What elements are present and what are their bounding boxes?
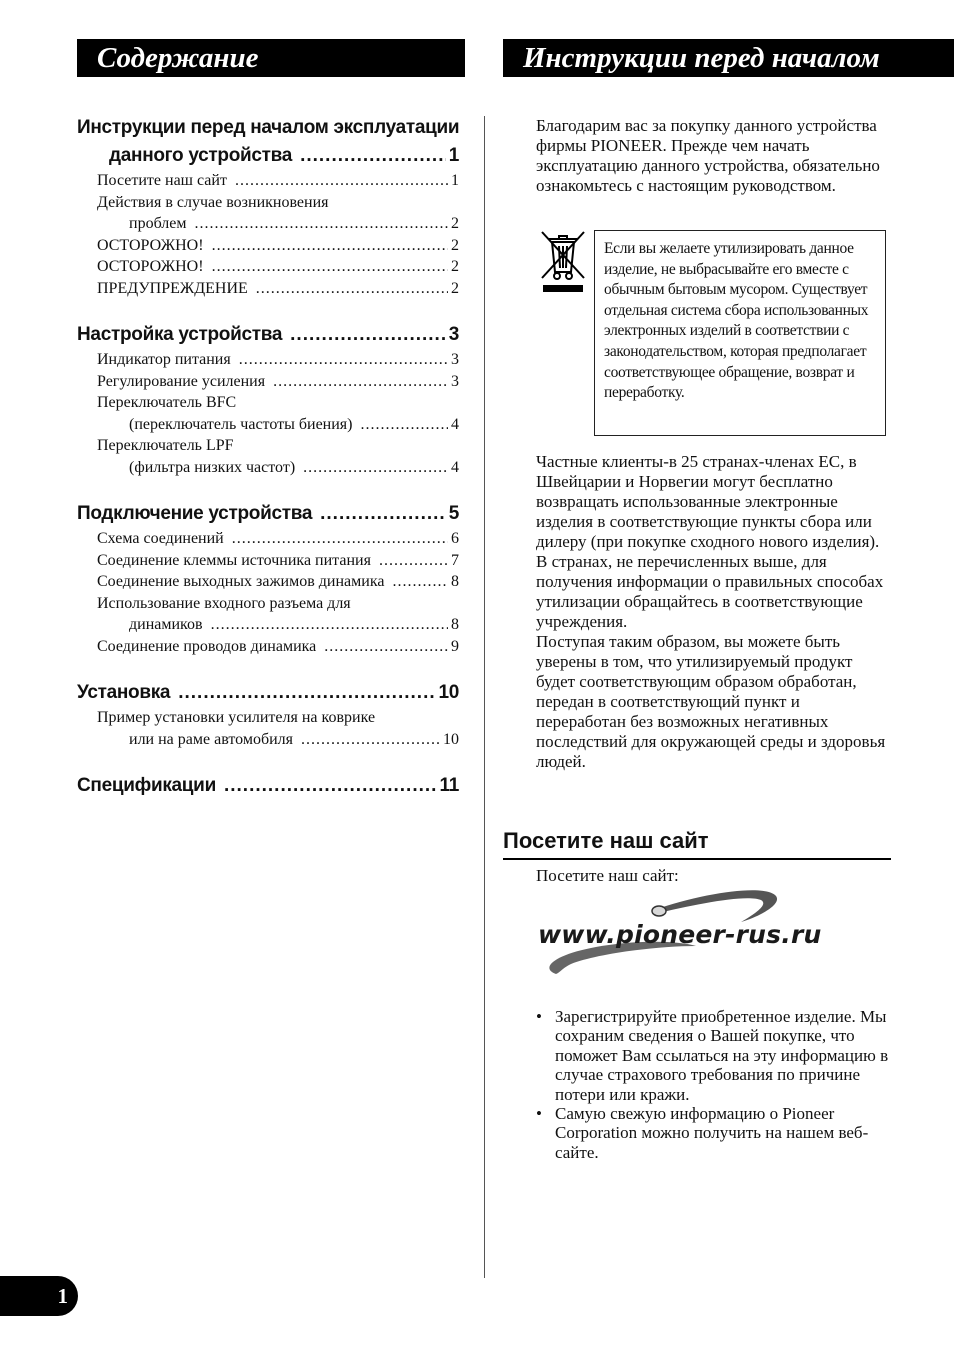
dot-leader: [211, 614, 448, 636]
toc-page-number: 3: [448, 324, 459, 345]
toc-entry[interactable]: [77, 256, 459, 278]
table-of-contents: [77, 114, 459, 822]
disposal-paragraph: Поступая таким образом, вы можете быть уверены в том, что утилизируемый продукт будет соответствующим образом обработан, передан в соответствующий пункт и переработан без возможных негативных последствий для окружающей среды и здоровья людей.: [536, 632, 886, 771]
toc-entry-title: Соединение выходных зажимов динамика: [97, 573, 385, 590]
toc-entry[interactable]: [77, 235, 459, 257]
toc-entry[interactable]: [77, 729, 459, 751]
dot-leader: [235, 170, 448, 192]
toc-page-number: 2: [451, 215, 459, 232]
website-url[interactable]: www.pioneer-rus.ru: [538, 920, 822, 949]
intro-title: Инструкции перед началом: [503, 39, 954, 77]
toc-page-number: 4: [451, 415, 459, 433]
toc-page-number: 10: [443, 730, 459, 748]
toc-entry-title: динамиков: [129, 616, 203, 633]
dot-leader: [224, 772, 437, 800]
dot-leader: [379, 550, 448, 572]
bullet-symbol: •: [536, 1007, 542, 1026]
toc-entry-title: ПРЕДУПРЕЖДЕНИЕ: [97, 279, 248, 297]
toc-entry[interactable]: [77, 213, 459, 235]
toc-section: [77, 321, 459, 478]
dot-leader: [290, 321, 446, 349]
toc-page-number: 8: [451, 616, 459, 633]
toc-page-number: 11: [439, 775, 459, 796]
dot-leader: [256, 278, 448, 300]
toc-page-number: 7: [451, 551, 459, 569]
toc-title: Содержание: [77, 39, 465, 77]
toc-page-number: 2: [451, 279, 459, 297]
toc-section: [77, 500, 459, 657]
crossed-out-wheeled-bin-icon: [538, 228, 588, 294]
intro-paragraph: Благодарим вас за покупку данного устройства фирмы PIONEER. Прежде чем начать эксплуатацию данного устройства, обязательно ознакомьтесь с настоящим руководством.: [536, 116, 880, 195]
toc-entry[interactable]: [77, 349, 459, 371]
toc-section-heading[interactable]: Инструкции перед началом эксплуатации: [77, 117, 460, 138]
toc-section: [77, 679, 459, 750]
dot-leader: [392, 571, 448, 593]
dot-leader: [212, 235, 448, 257]
toc-section-heading[interactable]: [77, 500, 459, 528]
toc-page-number: 9: [451, 637, 459, 655]
toc-entry-title: (переключатель частоты биения): [129, 415, 353, 433]
toc-entry[interactable]: Действия в случае возникновения: [97, 193, 329, 211]
dot-leader: [300, 142, 446, 170]
toc-entry[interactable]: [77, 278, 459, 300]
disposal-notice-box: Если вы желаете утилизировать данное изделие, не выбрасывайте его вместе с обычным бытовым мусором. Существует отдельная система сбора использованных электронных изделий в соответствии с законодательством, которая предполагает соответствующее обращение, возврат и переработку.: [594, 230, 886, 436]
dot-leader: [273, 371, 448, 393]
toc-page-number: 8: [451, 573, 459, 590]
list-item: [536, 1104, 892, 1162]
toc-section-title: Спецификации: [77, 775, 216, 796]
list-item-text: Зарегистрируйте приобретенное изделие. Мы сохраним сведения о Вашей покупке, что поможет Вам ссылаться на эту информацию в случае страхового требования по причине потери или кражи.: [555, 1007, 889, 1104]
toc-entry-title: (фильтра низких частот): [129, 458, 296, 476]
toc-entry-title: Схема соединений: [97, 530, 224, 547]
toc-page-number: 1: [451, 172, 459, 189]
website-label: Посетите наш сайт:: [536, 866, 679, 885]
disposal-paragraph: Частные клиенты-в 25 странах-членах ЕС, в Швейцарии и Норвегии могут бесплатно возвращать использованные электронные изделия в соответствующие пункты сбора или дилеру (при покупке сходного нового изделия).: [536, 452, 880, 551]
dot-leader: [303, 457, 448, 479]
toc-entry-title: Индикатор питания: [97, 351, 231, 368]
toc-entry-title: ОСТОРОЖНО!: [97, 258, 204, 275]
toc-section-title: данного устройства: [109, 145, 293, 166]
dot-leader: [178, 679, 435, 707]
dot-leader: [212, 256, 448, 278]
page-number: 1: [0, 1276, 78, 1316]
toc-entry-title: Соединение клеммы источника питания: [97, 551, 371, 569]
toc-entry-title: ОСТОРОЖНО!: [97, 236, 204, 254]
toc-section-title: Установка: [77, 682, 171, 703]
dot-leader: [301, 729, 440, 751]
toc-entry[interactable]: Переключатель BFC: [97, 394, 237, 411]
toc-page-number: 3: [451, 351, 459, 368]
toc-page-number: 5: [448, 503, 459, 524]
list-item-text: Самую свежую информацию о Pioneer Corporation можно получить на нашем веб-сайте.: [555, 1104, 869, 1162]
toc-section-title: Настройка устройства: [77, 324, 283, 345]
toc-entry[interactable]: [77, 371, 459, 393]
toc-page-number: 2: [451, 258, 459, 275]
column-divider: [484, 116, 485, 1278]
toc-page-number: 4: [451, 458, 459, 476]
toc-entry-title: проблем: [129, 215, 187, 232]
dot-leader: [195, 213, 448, 235]
toc-page-number: 6: [451, 530, 459, 547]
disposal-info: [536, 452, 892, 772]
toc-section-heading[interactable]: [77, 321, 459, 349]
toc-section-heading[interactable]: [77, 679, 459, 707]
toc-page-number: 3: [451, 372, 459, 390]
toc-entry-title: или на раме автомобиля: [129, 730, 294, 748]
dot-leader: [324, 636, 448, 658]
toc-entry[interactable]: [77, 170, 459, 192]
toc-page-number: 10: [438, 682, 459, 703]
toc-entry[interactable]: Переключатель LPF: [97, 437, 234, 454]
toc-page-number: 2: [451, 236, 459, 254]
toc-entry[interactable]: [77, 571, 459, 593]
website-benefits-list: [536, 1007, 892, 1162]
toc-entry[interactable]: [77, 414, 459, 436]
toc-section-heading[interactable]: [77, 142, 459, 170]
dot-leader: [320, 500, 446, 528]
list-item: [536, 1007, 892, 1104]
toc-entry-title: Соединение проводов динамика: [97, 637, 317, 655]
toc-entry[interactable]: Использование входного разъема для: [97, 594, 351, 612]
dot-leader: [239, 349, 448, 371]
disposal-paragraph: В странах, не перечисленных выше, для получения информации о правильных способах утилизации обращайтесь в соответствующие учреждения.: [536, 552, 884, 631]
toc-entry[interactable]: Пример установки усилителя на коврике: [97, 709, 376, 726]
toc-section-title: Подключение устройства: [77, 503, 313, 524]
pioneer-website-logo: [536, 884, 826, 984]
toc-entry[interactable]: [77, 636, 459, 658]
toc-section-heading[interactable]: [77, 772, 459, 800]
bullet-symbol: •: [536, 1104, 542, 1124]
website-heading: Посетите наш сайт: [503, 826, 891, 860]
toc-entry[interactable]: [77, 528, 459, 550]
dot-leader: [232, 528, 448, 550]
toc-entry[interactable]: [77, 550, 459, 572]
dot-leader: [360, 414, 448, 436]
toc-section: [77, 772, 459, 800]
toc-entry[interactable]: [77, 457, 459, 479]
toc-entry-title: Посетите наш сайт: [97, 172, 227, 189]
toc-entry[interactable]: [77, 614, 459, 636]
toc-section: [77, 114, 459, 299]
toc-page-number: 1: [448, 145, 459, 166]
toc-entry-title: Регулирование усиления: [97, 372, 266, 390]
